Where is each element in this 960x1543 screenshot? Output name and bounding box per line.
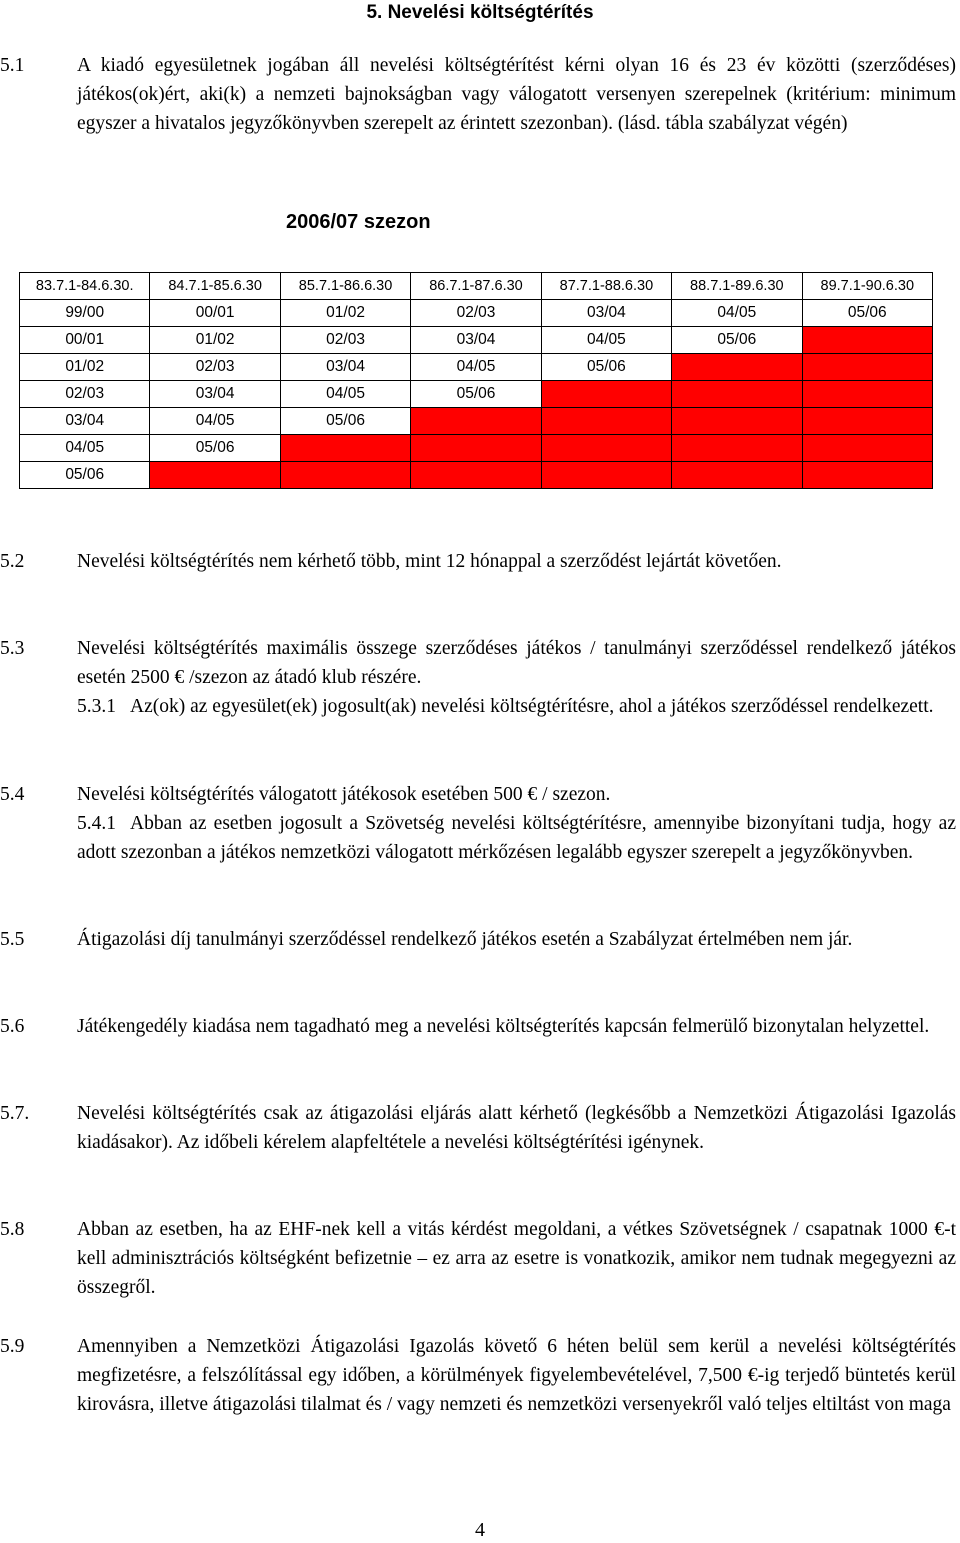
paragraph-5-1 <box>0 51 956 138</box>
paragraph-5-3-1 <box>77 692 956 721</box>
paragraph-text: Abban az esetben jogosult a Szövetség nevelési költségtérítésre, amennyibe bizonyítani tudja, hogy az adott szezonban a játékos nemzetközi válogatott mérkőzésen legalább egyszer szerepelt a jegyzőkönyvben. <box>77 813 956 863</box>
table-cell: 01/02 <box>280 300 410 327</box>
table-cell <box>541 435 671 462</box>
table-cell <box>411 462 541 489</box>
table-cell: 03/04 <box>411 327 541 354</box>
table-cell: 05/06 <box>150 435 280 462</box>
paragraph-5-6 <box>0 1012 956 1041</box>
paragraph-text: Nevelési költségtérítés nem kérhető több, mint 12 hónappal a szerződést lejártát követően. <box>77 551 782 572</box>
table-cell: 99/00 <box>20 300 150 327</box>
table-row <box>20 381 933 408</box>
table-cell <box>802 408 932 435</box>
paragraph-number: 5.1 <box>0 55 25 76</box>
table-cell <box>672 408 802 435</box>
table-cell: 05/06 <box>541 354 671 381</box>
table-cell <box>802 381 932 408</box>
paragraph-number: 5.4.1 <box>77 813 116 834</box>
paragraph-5-7 <box>0 1099 956 1157</box>
table-cell <box>672 381 802 408</box>
paragraph-text: Abban az esetben, ha az EHF-nek kell a vitás kérdést megoldani, a vétkes Szövetségnek / csapatnak 1000 €-t kell adminisztrációs költségként befizetnie – ez arra az esetre is vonatkozik, amikor nem tudnak megegyezni az összegről. <box>77 1219 956 1298</box>
table-cell: 05/06 <box>672 327 802 354</box>
paragraph-number: 5.2 <box>0 551 25 572</box>
table-row <box>20 408 933 435</box>
table-cell <box>802 354 932 381</box>
table-cell: 05/06 <box>20 462 150 489</box>
table-row <box>20 300 933 327</box>
table-cell <box>802 327 932 354</box>
table-cell: 02/03 <box>20 381 150 408</box>
table-cell: 04/05 <box>541 327 671 354</box>
table-cell: 03/04 <box>150 381 280 408</box>
table-cell <box>672 462 802 489</box>
table-cell: 04/05 <box>411 354 541 381</box>
section-heading: 5. Nevelési költségtérítés <box>366 2 594 23</box>
table-cell <box>411 435 541 462</box>
table-cell <box>541 408 671 435</box>
table-cell <box>411 408 541 435</box>
season-table <box>19 272 933 489</box>
table-body <box>20 300 933 489</box>
table-cell: 05/06 <box>411 381 541 408</box>
table-cell: 05/06 <box>280 408 410 435</box>
table-cell <box>280 462 410 489</box>
table-title: 2006/07 szezon <box>286 211 431 233</box>
table-header-row <box>20 273 933 300</box>
column-header: 83.7.1-84.6.30. <box>20 273 150 300</box>
paragraph-text: Amennyiben a Nemzetközi Átigazolási Igazolás követő 6 héten belül sem kerül a nevelési költségtérítés megfizetésre, a felszólítással egy időben, a körülmények figyelembevételével, 7,500 €-ig terjedő büntetés kerül kirovásra, illetve átigazolási tilalmat és / vagy nemzeti és nemzetközi versenyekről való teljes eltiltást von maga <box>77 1336 956 1415</box>
column-header: 88.7.1-89.6.30 <box>672 273 802 300</box>
table-cell <box>150 462 280 489</box>
paragraph-5-5 <box>0 925 956 954</box>
paragraph-number: 5.9 <box>0 1336 25 1357</box>
column-header: 87.7.1-88.6.30 <box>541 273 671 300</box>
table-cell: 04/05 <box>280 381 410 408</box>
paragraph-text: Nevelési költségtérítés maximális összege szerződéses játékos / tanulmányi szerződéssel rendelkező játékos esetén 2500 € /szezon az átadó klub részére. <box>77 638 956 688</box>
table-cell: 04/05 <box>150 408 280 435</box>
table-cell: 03/04 <box>280 354 410 381</box>
paragraph-5-4 <box>0 780 956 809</box>
paragraph-text: A kiadó egyesületnek jogában áll nevelési költségtérítést kérni olyan 16 és 23 év közötti (szerződéses) játékos(ok)ért, aki(k) a nemzeti bajnokságban vagy válogatott versenyen szerepelnek (kritérium: minimum egyszer a hivatalos jegyzőkönyvben szerepelt az érintett szezonban). (lásd. tábla szabályzat végén) <box>77 55 956 134</box>
column-header: 89.7.1-90.6.30 <box>802 273 932 300</box>
paragraph-5-8 <box>0 1215 956 1302</box>
table-row <box>20 462 933 489</box>
table-cell: 03/04 <box>20 408 150 435</box>
table-cell <box>541 381 671 408</box>
page-number: 4 <box>475 1519 485 1541</box>
table-cell: 03/04 <box>541 300 671 327</box>
paragraph-text: Nevelési költségtérítés csak az átigazolási eljárás alatt kérhető (legkésőbb a Nemzetközi Átigazolási Igazolás kiadásakor). Az időbeli kérelem alapfeltétele a nevelési költségtérítési igénynek. <box>77 1103 956 1153</box>
table-cell: 02/03 <box>150 354 280 381</box>
paragraph-number: 5.4 <box>0 784 25 805</box>
table-cell <box>672 354 802 381</box>
table-row <box>20 354 933 381</box>
paragraph-number: 5.3 <box>0 638 25 659</box>
paragraph-number: 5.5 <box>0 929 25 950</box>
paragraph-5-4-1 <box>77 809 956 867</box>
paragraph-5-3 <box>0 634 956 692</box>
column-header: 84.7.1-85.6.30 <box>150 273 280 300</box>
table-cell <box>280 435 410 462</box>
paragraph-number: 5.6 <box>0 1016 25 1037</box>
paragraph-text: Nevelési költségtérítés válogatott játékosok esetében 500 € / szezon. <box>77 784 611 805</box>
table-cell: 05/06 <box>802 300 932 327</box>
table-cell <box>672 435 802 462</box>
table-cell: 02/03 <box>411 300 541 327</box>
table-cell: 01/02 <box>20 354 150 381</box>
column-header: 86.7.1-87.6.30 <box>411 273 541 300</box>
table-cell <box>802 435 932 462</box>
table-cell: 04/05 <box>20 435 150 462</box>
paragraph-5-9 <box>0 1332 956 1419</box>
table-cell: 01/02 <box>150 327 280 354</box>
paragraph-5-2 <box>0 547 956 576</box>
table-row <box>20 327 933 354</box>
paragraph-number: 5.3.1 <box>77 696 116 717</box>
table-cell <box>541 462 671 489</box>
table-cell: 04/05 <box>672 300 802 327</box>
table-cell <box>802 462 932 489</box>
paragraph-text: Átigazolási díj tanulmányi szerződéssel rendelkező játékos esetén a Szabályzat értelmében nem jár. <box>77 929 853 950</box>
paragraph-number: 5.7. <box>0 1103 30 1124</box>
table-cell: 02/03 <box>280 327 410 354</box>
paragraph-text: Az(ok) az egyesület(ek) jogosult(ak) nevelési költségtérítésre, ahol a játékos szerződéssel rendelkezett. <box>130 696 934 717</box>
paragraph-number: 5.8 <box>0 1219 25 1240</box>
table-cell: 00/01 <box>20 327 150 354</box>
paragraph-text: Játékengedély kiadása nem tagadható meg a nevelési költségterítés kapcsán felmerülő bizonytalan helyzettel. <box>77 1016 930 1037</box>
table-cell: 00/01 <box>150 300 280 327</box>
column-header: 85.7.1-86.6.30 <box>280 273 410 300</box>
table-row <box>20 435 933 462</box>
